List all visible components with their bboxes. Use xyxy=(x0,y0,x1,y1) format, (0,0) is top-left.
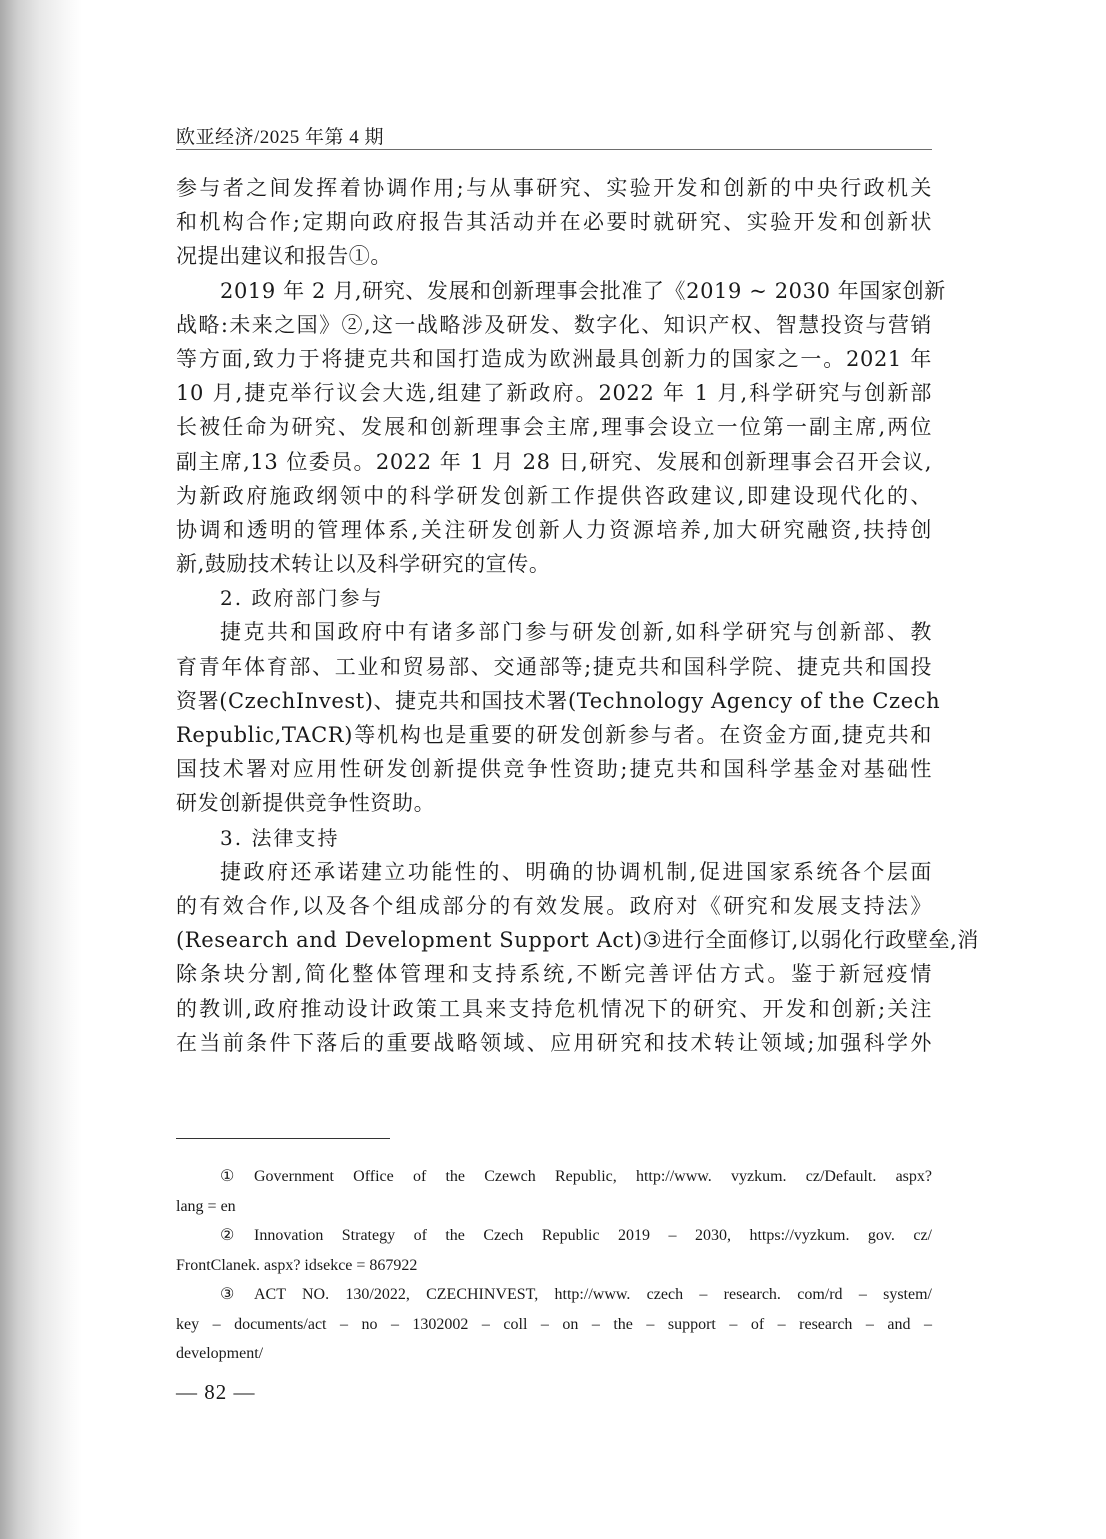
footnote-line: key – documents/act – no – 1302002 – coll – on – the – support – of – research – and – xyxy=(176,1315,932,1333)
text-line: 2019 年 2 月,研究、发展和创新理事会批准了《2019 ~ 2030 年国家创新 xyxy=(220,278,946,303)
footnote-line xyxy=(176,1280,932,1310)
text-line: 的有效合作,以及各个组成部分的有效发展。政府对《研究和发展支持法》 xyxy=(176,893,932,918)
footnote-1 xyxy=(176,1162,932,1221)
footnote-line xyxy=(176,1162,932,1192)
text-line: 参与者之间发挥着协调作用;与从事研究、实验开发和创新的中央行政机关 xyxy=(176,176,932,200)
paragraph-4 xyxy=(176,855,979,1060)
text-line: Republic,TACR)等机构也是重要的研发创新参与者。在资金方面,捷克共和 xyxy=(176,723,932,747)
footnote-line: FrontClanek. aspx? idsekce = 867922 xyxy=(176,1256,418,1274)
footnote-marker: ③ xyxy=(220,1286,235,1303)
text-line: 除条块分割,简化整体管理和支持系统,不断完善评估方式。鉴于新冠疫情 xyxy=(176,962,932,987)
footnote-text: Government Office of the Czewch Republic, http://www. vyzkum. cz/Default. aspx? xyxy=(254,1168,932,1185)
text-line: (Research and Development Support Act)③进行全面修订,以弱化行政壁垒,消 xyxy=(176,928,979,953)
text-line: 和机构合作;定期向政府报告其活动并在必要时就研究、实验开发和创新状 xyxy=(176,210,932,235)
article-body xyxy=(176,171,979,1060)
footnotes xyxy=(176,1162,932,1369)
text-line: 研发创新提供竞争性资助。 xyxy=(176,791,436,816)
paragraph-1 xyxy=(176,171,932,274)
footnote-3 xyxy=(176,1280,932,1369)
text-line: 况提出建议和报告①。 xyxy=(176,244,392,269)
footnote-line xyxy=(176,1221,932,1251)
paragraph-2 xyxy=(176,274,946,582)
running-head: 欧亚经济/2025 年第 4 期 xyxy=(176,127,385,148)
footnote-separator xyxy=(176,1138,390,1139)
footnote-2 xyxy=(176,1221,932,1280)
footnote-text: Innovation Strategy of the Czech Republic 2019 – 2030, https://vyzkum. gov. cz/ xyxy=(254,1227,932,1244)
footnote-marker: ① xyxy=(220,1168,235,1185)
text-line: 长被任命为研究、发展和创新理事会主席,理事会设立一位第一副主席,两位 xyxy=(176,415,932,440)
footnote-text: ACT NO. 130/2022, CZECHINVEST, http://www. czech – research. com/rd – system/ xyxy=(254,1286,932,1303)
text-line: 的教训,政府推动设计政策工具来支持危机情况下的研究、开发和创新;关注 xyxy=(176,996,932,1021)
text-line: 为新政府施政纲领中的科学研发创新工作提供咨政建议,即建设现代化的、 xyxy=(176,483,932,508)
text-line: 资署(CzechInvest)、捷克共和国技术署(Technology Agency of the Czech xyxy=(176,688,941,713)
paragraph-3 xyxy=(176,615,941,820)
section-heading-3: 3. 法律支持 xyxy=(220,825,340,850)
section-heading-2: 2. 政府部门参与 xyxy=(220,586,384,611)
footnote-marker: ② xyxy=(220,1227,235,1244)
text-line: 副主席,13 位委员。2022 年 1 月 28 日,研究、发展和创新理事会召开会议, xyxy=(176,449,932,474)
text-line: 协调和透明的管理体系,关注研发创新人力资源培养,加大研究融资,扶持创 xyxy=(176,517,932,542)
text-line: 新,鼓励技术转让以及科学研究的宣传。 xyxy=(176,552,551,577)
footnote-line: lang = en xyxy=(176,1197,236,1215)
header-rule xyxy=(176,149,932,150)
text-line: 捷克共和国政府中有诸多部门参与研发创新,如科学研究与创新部、教 xyxy=(220,620,932,645)
text-line: 10 月,捷克举行议会大选,组建了新政府。2022 年 1 月,科学研究与创新部 xyxy=(176,381,932,406)
text-line: 国技术署对应用性研发创新提供竞争性资助;捷克共和国科学基金对基础性 xyxy=(176,757,932,782)
footnote-line: development/ xyxy=(176,1345,264,1362)
text-line: 育青年体育部、工业和贸易部、交通部等;捷克共和国科学院、捷克共和国投 xyxy=(176,654,932,679)
text-line: 捷政府还承诺建立功能性的、明确的协调机制,促进国家系统各个层面 xyxy=(220,859,932,884)
text-line: 在当前条件下落后的重要战略领域、应用研究和技术转让领域;加强科学外 xyxy=(176,1030,932,1055)
text-line: 等方面,致力于将捷克共和国打造成为欧洲最具创新力的国家之一。2021 年 xyxy=(176,346,932,371)
page-number: — 82 — xyxy=(176,1380,256,1404)
text-line: 战略:未来之国》②,这一战略涉及研发、数字化、知识产权、智慧投资与营销 xyxy=(176,312,932,337)
